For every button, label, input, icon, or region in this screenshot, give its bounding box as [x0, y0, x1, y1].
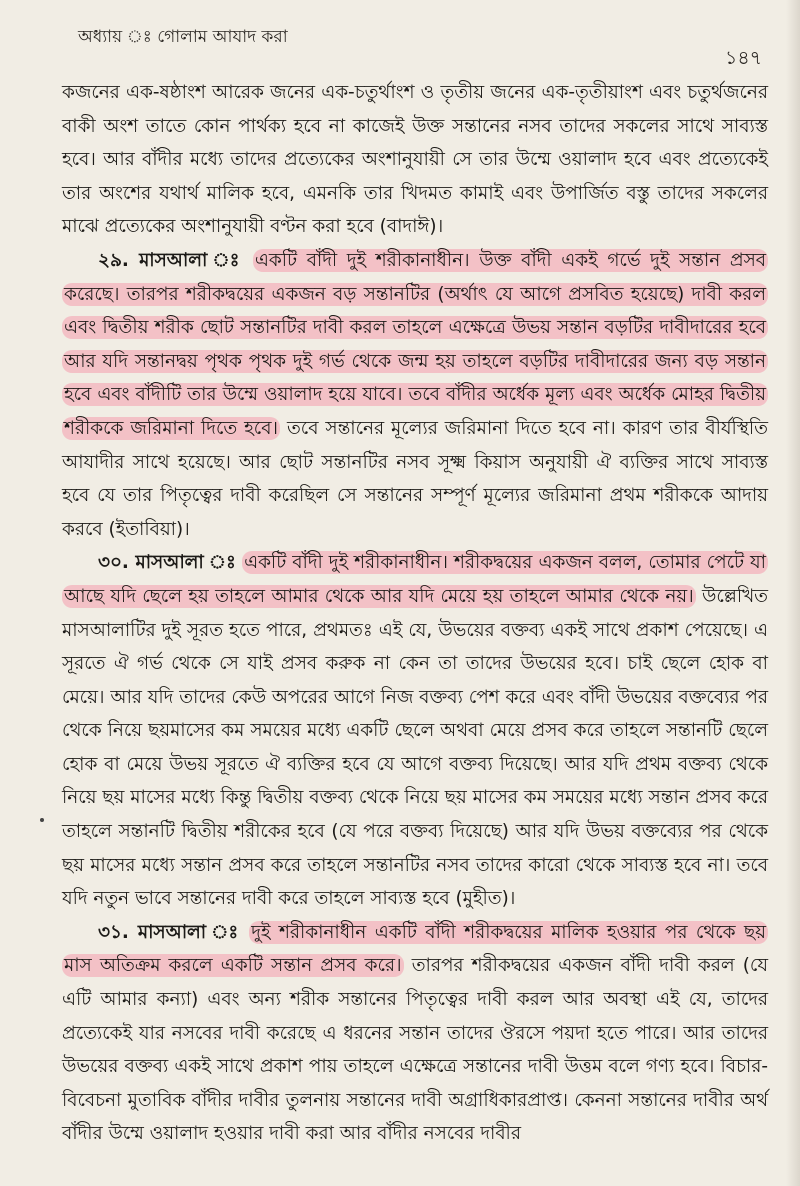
- page-body: [62, 76, 768, 1151]
- masala-title: ২৯. মাসআলা ঃ: [98, 249, 244, 271]
- masala-29: [62, 244, 768, 546]
- masala-title: ৩১. মাসআলা ঃ: [98, 921, 241, 943]
- chapter-title: অধ্যায় ঃ গোলাম আযাদ করা: [78, 27, 288, 47]
- page-edge-shadow: [786, 0, 800, 1186]
- paragraph-text: তবে সন্তানের মূল্যের জরিমানা দিতে হবে না। কারণ তার বীর্যস্থিতি আযাদীর সাথে হয়েছে। আর ছোট সন্তানটির নসব সূক্ষ্ম কিয়াস অনুযায়ী ঐ ব্যক্তির সাথে সাব্যস্ত হবে যে তার পিতৃত্বের দাবী করেছিল সে সন্তানের সম্পূর্ণ মূল্যের জরিমানা প্রথম শরীককে আদায় করবে (ইতাবিয়া)।: [62, 417, 768, 540]
- paragraph-text: উল্লেখিত মাসআলাটির দুই সূরত হতে পারে, প্রথমতঃ এই যে, উভয়ের বক্তব্য একই সাথে প্রকাশ পেয়েছে। এ সূরতে ঐ গর্ভ থেকে সে যাই প্রসব করুক না কেন তা তাদের উভয়ের হবে। চাই ছেলে হোক বা মেয়ে। আর যদি তাদের কেউ অপরের আগে নিজ বক্তব্য পেশ করে এবং বাঁদী উভয়ের বক্তব্যের পর থেকে নিয়ে ছয়মাসের কম সময়ের মধ্যে একটি ছেলে অথবা মেয়ে প্রসব করে তাহলে সন্তানটি ছেলে হোক বা মেয়ে উভয় সূরতে ঐ ব্যক্তির হবে যে আগে বক্তব্য দিয়েছে। আর যদি প্রথম বক্তব্য থেকে নিয়ে ছয় মাসের মধ্যে কিন্তু দ্বিতীয় বক্তব্য থেকে নিয়ে ছয় মাসের কম সময়ের মধ্যে সন্তান প্রসব করে তাহলে সন্তানটি দ্বিতীয় শরীকের হবে (যে পরে বক্তব্য দিয়েছে) আর যদি উভয় বক্তব্যের পর থেকে ছয় মাসের মধ্যে সন্তান প্রসব করে তাহলে সন্তানটির নসব তাদের কারো থেকে সাব্যস্ত হবে না। তবে যদি নতুন ভাবে সন্তানের দাবী করে তাহলে সাব্যস্ত হবে (মুহীত)।: [62, 585, 768, 910]
- page-number: ১৪৭: [724, 47, 762, 69]
- masala-30: [62, 546, 768, 916]
- paragraph-text: কজনের এক-ষষ্ঠাংশ আরেক জনের এক-চতুর্থাংশ ও তৃতীয় জনের এক-তৃতীয়াংশ এবং চতুর্থজনের বাকী অংশ তাতে কোন পার্থক্য হবে না কাজেই উক্ত সন্তানের নসব তাদের সকলের সাথে সাব্যস্ত হবে। আর বাঁদীর মধ্যে তাদের প্রত্যেকের অংশানুযায়ী সে তার উম্মে ওয়ালাদ হবে এবং প্রত্যেকেই তার অংশের যথার্থ মালিক হবে, এমনকি তার খিদমত কামাই এবং উপার্জিত বস্তু তাদের সকলের মাঝে প্রত্যেকের অংশানুযায়ী বণ্টন করা হবে (বাদাঈ)।: [62, 82, 768, 238]
- highlighted-text: একটি বাঁদী দুই শরীকানাধীন। উক্ত বাঁদী একই গর্ভে দুই সন্তান প্রসব করেছে। তারপর শরীকদ্বয়ের একজন বড় সন্তানটির (অর্থাৎ যে আগে প্রসবিত হয়েছে) দাবী করল এবং দ্বিতীয় শরীক ছোট সন্তানটির দাবী করল তাহলে এক্ষেত্রে উভয় সন্তান বড়টির দাবীদারের হবে আর যদি সন্তানদ্বয় পৃথক পৃথক দুই গর্ভ থেকে জন্ম হয় তাহলে বড়টির দাবীদারের জন্য বড় সন্তান হবে এবং বাঁদীটি তার উম্মে ওয়ালাদ হয়ে যাবে। তবে বাঁদীর অর্ধেক মূল্য এবং অর্ধেক মোহর দ্বিতীয় শরীককে জরিমানা দিতে হবে।: [64, 249, 766, 439]
- paragraph-text: তারপর শরীকদ্বয়ের একজন বাঁদী দাবী করল (যে এটি আমার কন্যা) এবং অন্য শরীক সন্তানের পিতৃত্বের দাবী করল আর অবস্থা এই যে, তাদের প্রত্যেকেই যার নসবের দাবী করেছে এ ধরনের সন্তান তাদের ঔরসে পয়দা হতে পারে। আর তাদের উভয়ের বক্তব্য একই সাথে প্রকাশ পায় তাহলে এক্ষেত্রে সন্তানের দাবী উত্তম বলে গণ্য হবে। বিচার-বিবেচনা মুতাবিক বাঁদীর দাবীর তুলনায় সন্তানের দাবী অগ্রাধিকারপ্রাপ্ত। কেননা সন্তানের দাবীর অর্থ বাঁদীর উম্মে ওয়ালাদ হওয়ার দাবী করা আর বাঁদীর নসবের দাবীর: [62, 955, 768, 1145]
- paragraph: [62, 76, 768, 244]
- highlighted-text: একটি বাঁদী দুই শরীকানাধীন। শরীকদ্বয়ের একজন বলল, তোমার পেটে যা আছে যদি ছেলে হয় তাহলে আমার থেকে আর যদি মেয়ে হয় তাহলে আমার থেকে নয়।: [64, 552, 766, 607]
- masala-title: ৩০. মাসআলা ঃ: [98, 552, 237, 574]
- margin-mark: [40, 818, 44, 822]
- masala-31: [62, 916, 768, 1151]
- highlighted-text: দুই শরীকানাধীন একটি বাঁদী শরীকদ্বয়ের মালিক হওয়ার পর থেকে ছয় মাস অতিক্রম করলে একটি সন্তান প্রসব করে।: [64, 921, 766, 977]
- page-header: [78, 18, 768, 68]
